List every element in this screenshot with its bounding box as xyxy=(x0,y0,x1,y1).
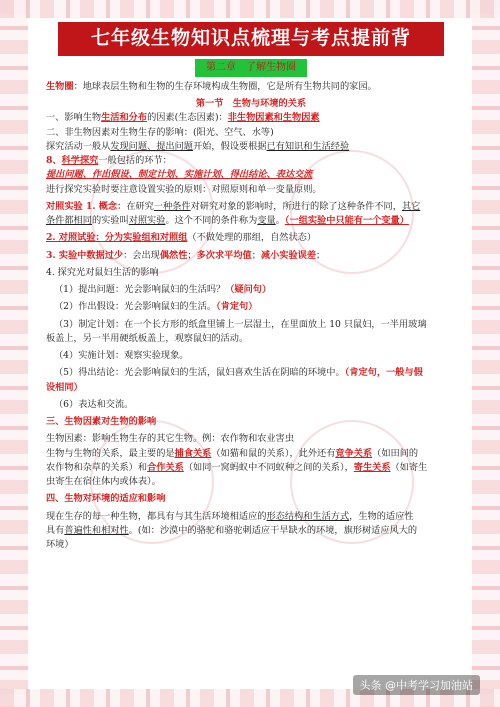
page-title: 七年级生物知识点梳理与考点提前背 xyxy=(58,22,444,56)
line-factors: 一、影响生物生活和分布的因素(生态因素)：非生物因素和生物因素 xyxy=(46,112,320,124)
decorative-border-top xyxy=(0,0,500,18)
line-inquiry-steps: 提出问题、作出假设、制定计划、实施计划、得出结论、表达交流 xyxy=(46,169,313,181)
line-adaptation-2: 具有普遍性和相对性。(如：沙漠中的骆驼和骆驼刺适应干旱缺水的环境，旗形树适应风大的 xyxy=(46,524,418,536)
line-abiotic: 二、非生物因素对生物生存的影响：(阳光、空气、水等) xyxy=(46,126,274,138)
line-adaptation-1: 现在生存的每一种生物，都具有与其生活环境相适应的形态结构和生活方式，生物的适应性 xyxy=(46,510,414,522)
line-inquiry: 探究活动一般从发现问题、提出问题开始，假设要根据已有知识和生活经验 xyxy=(46,140,350,152)
section-4-heading: 四、生物对环境的适应和影响 xyxy=(46,493,166,505)
step-6: （6）表达和交流。 xyxy=(54,398,134,410)
line-control-concept-2: 条件都相同的实验叫对照实验。这个不同的条件称为变量。（一组实验中只能有一个变量） xyxy=(46,215,409,227)
line-biotic: 生物因素：影响生物生存的其它生物。例：农作物和农业害虫 xyxy=(46,433,295,445)
section-1-heading: 第一节 生物与环境的关系 xyxy=(195,98,307,110)
step-4: （4）实施计划：观察实验现象。 xyxy=(54,350,189,362)
step-1: （1）提出问题：光会影响鼠妇的生活吗？（疑问句） xyxy=(54,284,272,296)
line-relations-1: 生物与生物的关系，最主要的是捕食关系（如猫和鼠的关系），此外还有竞争关系（如田间的 xyxy=(46,447,419,459)
decorative-border-right xyxy=(472,0,500,707)
step-3: （3）制定计划：在一个长方形的纸盒里铺上一层湿土，在里面放上 10 只鼠妇，一半用玻璃 xyxy=(54,318,427,330)
step-2: （2）作出假设：光会影响鼠妇的生活。（肯定句） xyxy=(54,301,258,313)
step-5: （5）得出结论：光会影响鼠妇的生活，鼠妇喜欢生活在阴暗的环境中。（肯定句，一般与假 xyxy=(54,367,423,379)
line-control-groups: 2. 对照试验：分为实验组和对照组（不做处理的那组，自然状态） xyxy=(46,232,317,244)
document-body xyxy=(46,22,456,552)
line-data: 3. 实验中数据过少：会出现偶然性；多次求平均值；减小实验误差； xyxy=(46,249,326,261)
line-relations-3: 虫寄生在宿住体内或体表）。 xyxy=(46,476,161,488)
watermark: 头条 @中考学习加油站 xyxy=(353,675,481,695)
line-experiment-title: 4. 探究光对鼠妇生活的影响 xyxy=(46,266,159,278)
decorative-border-left xyxy=(0,0,28,707)
step-3-cont: 板盖上，另一半用硬纸板盖上，观察鼠妇的活动。 xyxy=(46,332,249,344)
line-control-concept: 对照实验 1. 概念：在研究一种条件对研究对象的影响时，所进行的除了这种条件不同，其它 xyxy=(46,200,421,212)
line-science-inquiry: 8、科学探究一般包括的环节： xyxy=(46,155,172,167)
section-3-heading: 三、生物因素对生物的影响 xyxy=(46,416,157,428)
biosphere-definition: 生物圈：地球表层生物和生物的生存环境构成生物圈，它是所有生物共同的家园。 xyxy=(46,80,377,92)
line-principles: 进行探究实验时要注意设置实验的原则：对照原则和单一变量原则。 xyxy=(46,183,322,195)
line-relations-2: 农作物和杂草的关系）和合作关系（如同一窝蚂蚁中不同蚁种之间的关系），寄生关系（如寄生 xyxy=(46,461,428,473)
step-5-cont: 设相同） xyxy=(46,381,83,393)
chapter-heading: 第二章 了解生物圈 xyxy=(195,59,307,77)
line-adaptation-3: 环境） xyxy=(46,539,74,551)
